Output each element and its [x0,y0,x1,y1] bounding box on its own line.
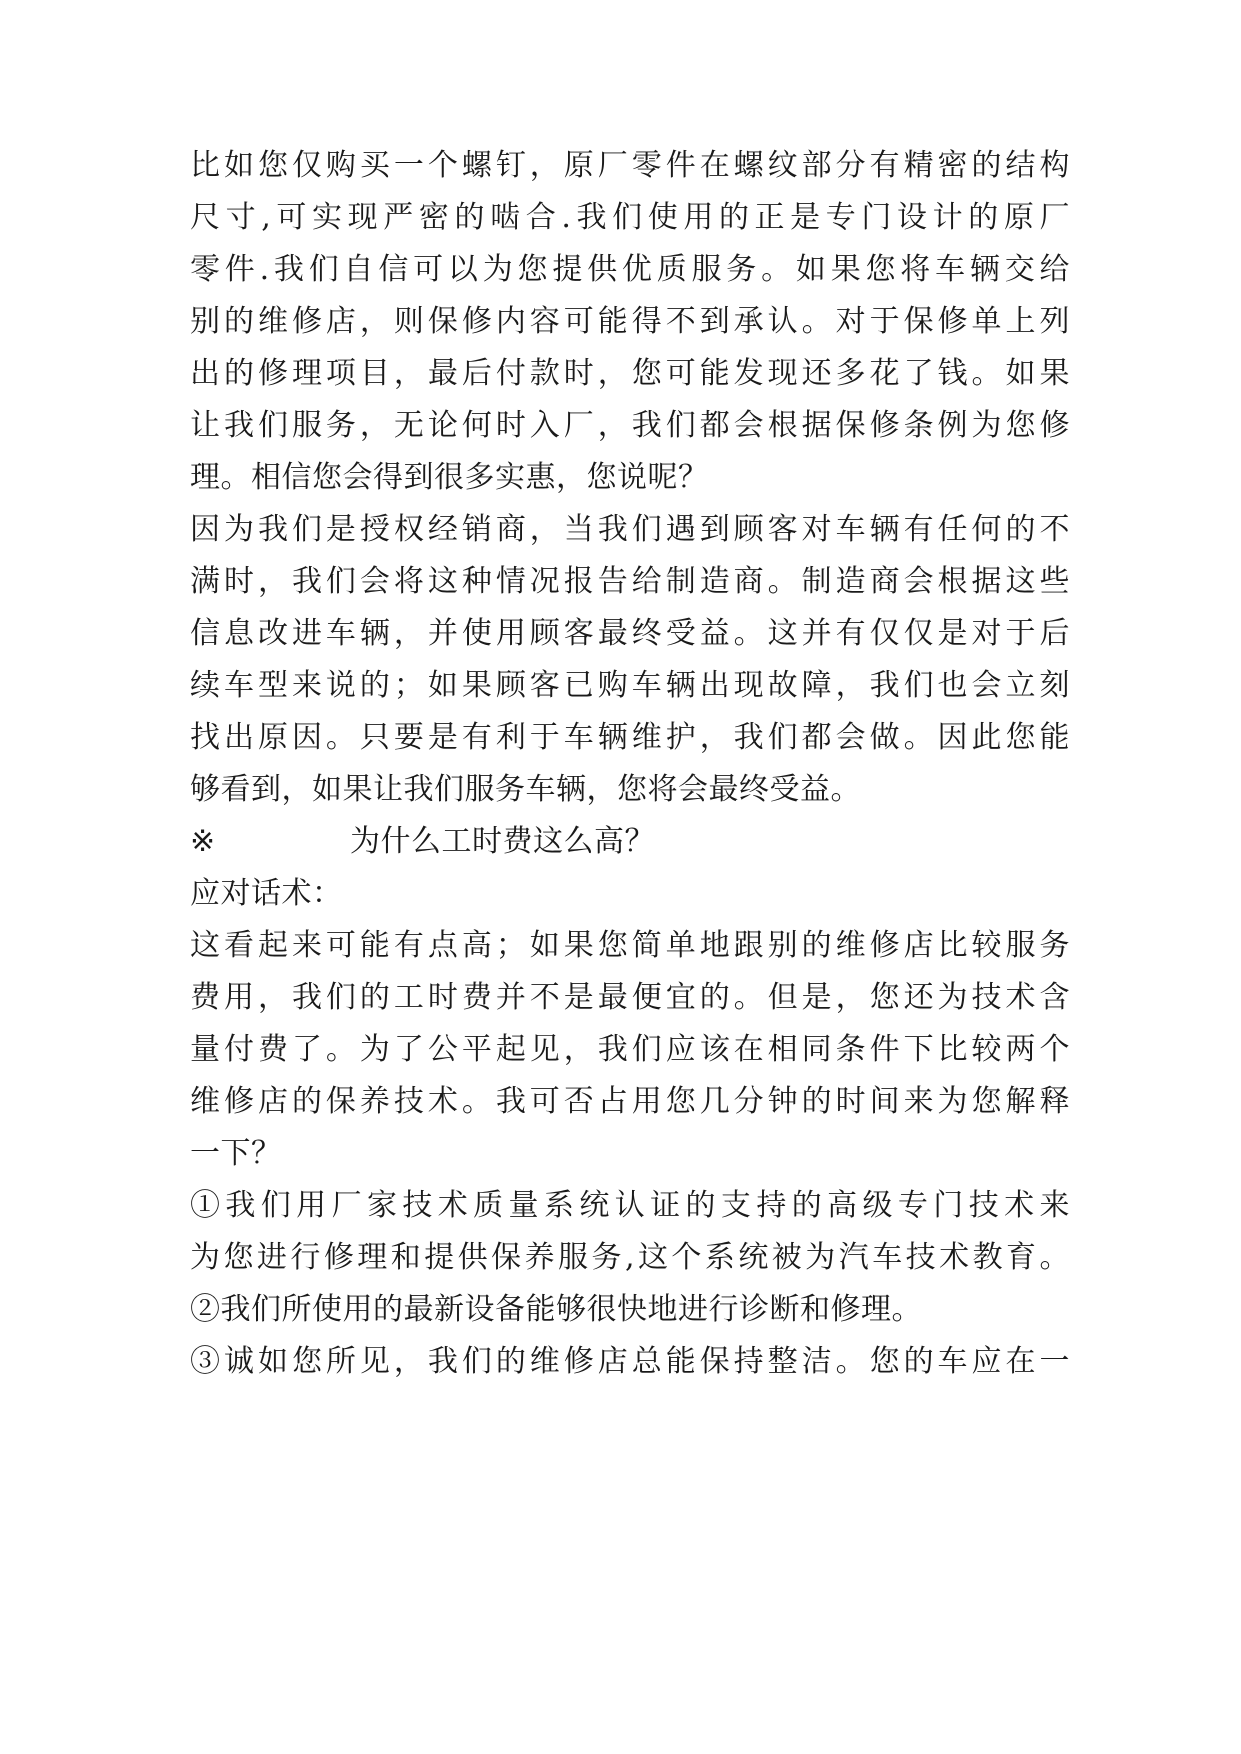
text-line: 尺寸,可实现严密的啮合.我们使用的正是专门设计的原厂 [190,200,1070,235]
text-line: 这看起来可能有点高；如果您简单地跟别的维修店比较服务 [190,928,1070,963]
text-line: 为您进行修理和提供保养服务,这个系统被为汽车技术教育。 [190,1240,1070,1275]
text-line: 满时，我们会将这种情况报告给制造商。制造商会根据这些 [190,564,1070,599]
text-line: 续车型来说的；如果顾客已购车辆出现故障，我们也会立刻 [190,668,1070,703]
heading-text: 为什么工时费这么高？ [350,824,655,859]
text-line: ②我们所使用的最新设备能够很快地进行诊断和修理。 [190,1292,922,1327]
section-heading [190,816,1070,868]
text-line: 费用，我们的工时费并不是最便宜的。但是，您还为技术含 [190,980,1070,1015]
text-line: ③诚如您所见，我们的维修店总能保持整洁。您的车应在一 [190,1344,1070,1379]
reference-mark: ※ [190,824,216,859]
text-line: 一下？ [190,1136,282,1171]
text-line: 维修店的保养技术。我可否占用您几分钟的时间来为您解释 [190,1084,1070,1119]
text-line: 理。相信您会得到很多实惠，您说呢？ [190,460,709,495]
text-line: 因为我们是授权经销商，当我们遇到顾客对车辆有任何的不 [190,512,1070,547]
text-line: 让我们服务，无论何时入厂，我们都会根据保修条例为您修 [190,408,1070,443]
text-line: 够看到，如果让我们服务车辆，您将会最终受益。 [190,772,861,807]
text-line: 零件.我们自信可以为您提供优质服务。如果您将车辆交给 [190,252,1070,287]
text-line: 比如您仅购买一个螺钉，原厂零件在螺纹部分有精密的结构 [190,148,1070,183]
text-line: 别的维修店，则保修内容可能得不到承认。对于保修单上列 [190,304,1070,339]
text-line: 信息改进车辆，并使用顾客最终受益。这并有仅仅是对于后 [190,616,1070,651]
text-line: 应对话术： [190,876,343,911]
text-line: 找出原因。只要是有利于车辆维护，我们都会做。因此您能 [190,720,1070,755]
text-line: 出的修理项目，最后付款时，您可能发现还多花了钱。如果 [190,356,1070,391]
text-line: 量付费了。为了公平起见，我们应该在相同条件下比较两个 [190,1032,1070,1067]
text-line: ①我们用厂家技术质量系统认证的支持的高级专门技术来 [190,1188,1070,1223]
